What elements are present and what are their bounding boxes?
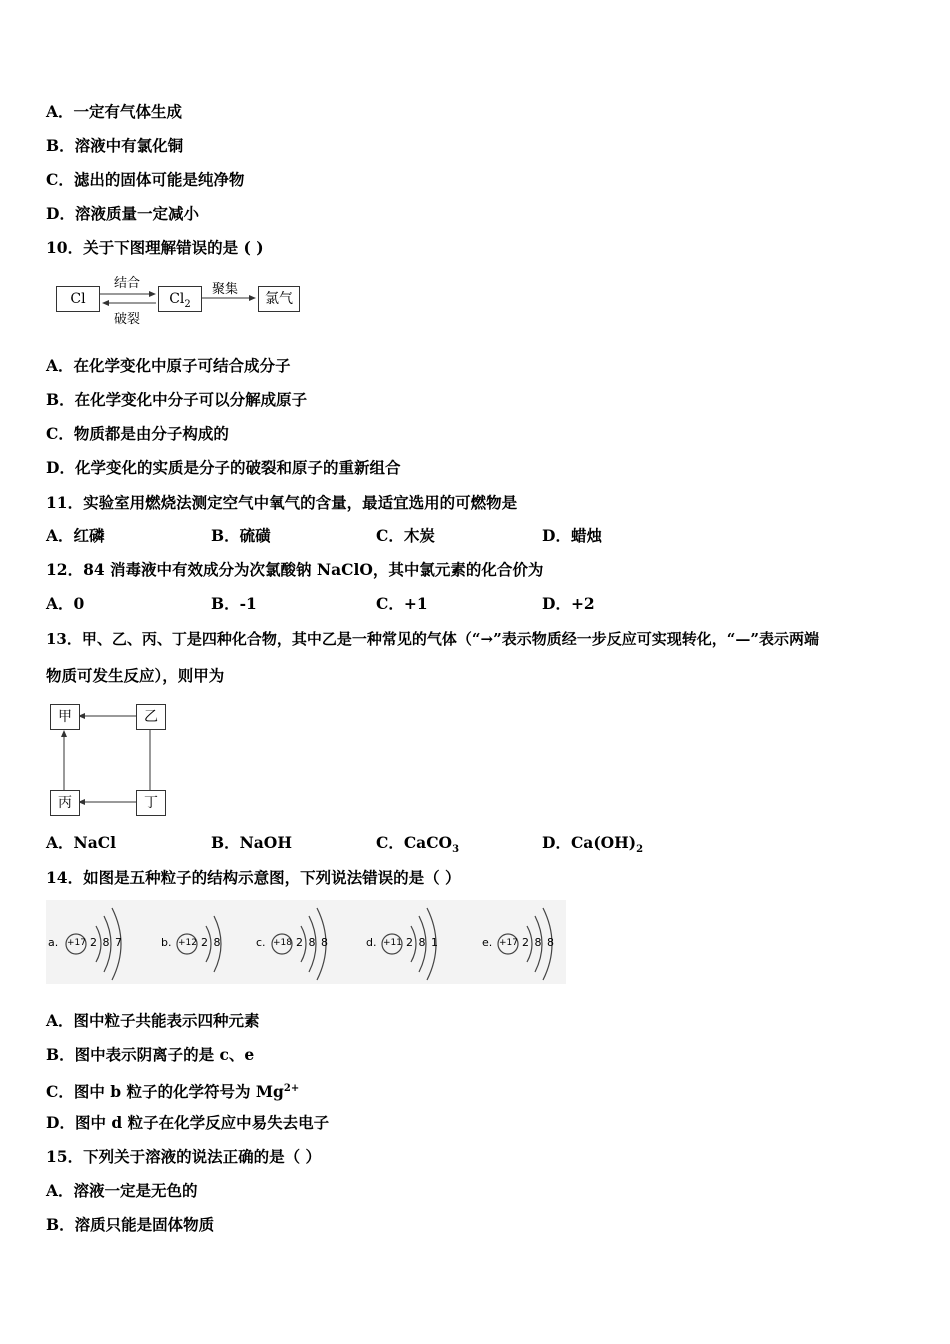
node-bing: 丙 xyxy=(50,790,80,816)
q12-option-a: A．0 xyxy=(46,594,85,613)
particle-e-label: e. xyxy=(482,936,493,949)
particle-a-nucleus: +17 xyxy=(67,938,86,948)
q13-stem-line2: 物质可发生反应），则甲为 xyxy=(46,666,225,685)
q14-stem: 14．如图是五种粒子的结构示意图，下列说法错误的是（ ） xyxy=(46,868,461,887)
q15-option-a: A．溶液一定是无色的 xyxy=(46,1181,198,1200)
q9-option-b: B．溶液中有氯化铜 xyxy=(46,136,184,155)
particle-e-shells: 2 8 8 xyxy=(522,936,555,949)
q11-option-d: D．蜡烛 xyxy=(542,526,602,545)
particle-b-nucleus: +12 xyxy=(178,938,197,948)
q15-stem: 15．下列关于溶液的说法正确的是（ ） xyxy=(46,1147,321,1166)
particle-a-label: a. xyxy=(48,936,59,949)
gather-label: 聚集 xyxy=(212,282,239,297)
q10-option-a: A．在化学变化中原子可结合成分子 xyxy=(46,356,291,375)
q10-stem: 10．关于下图理解错误的是 ( ) xyxy=(46,238,264,257)
q11-option-c: C．木炭 xyxy=(376,526,435,545)
q12-stem: 12．84 消毒液中有效成分为次氯酸钠 NaClO，其中氯元素的化合价为 xyxy=(46,560,544,579)
q9-option-d: D．溶液质量一定减小 xyxy=(46,204,199,223)
particle-c-shells: 2 8 8 xyxy=(296,936,329,949)
particle-c-label: c. xyxy=(256,936,266,949)
cl2-molecule-box: $Cl_2$ xyxy=(158,286,202,312)
q11-option-b: B．硫磺 xyxy=(211,526,271,545)
chlorine-gas-box: 氯气 xyxy=(258,286,300,312)
node-jia: 甲 xyxy=(50,704,80,730)
q9-option-a: A．一定有气体生成 xyxy=(46,102,183,121)
particle-d-shells: 2 8 1 xyxy=(406,936,439,949)
q13-option-a: A．NaCl xyxy=(46,833,116,852)
combine-label: 结合 xyxy=(114,276,141,291)
q10-arrows xyxy=(52,272,312,326)
q13-option-c: C．CaCO$_3$ xyxy=(376,833,460,856)
particle-d-label: d. xyxy=(366,936,377,949)
particle-b-label: b. xyxy=(161,936,172,949)
particle-e-nucleus: +17 xyxy=(499,938,518,948)
q12-option-b: B．-1 xyxy=(211,594,257,613)
arrow-right-icon xyxy=(249,295,256,301)
q10-option-b: B．在化学变化中分子可以分解成原子 xyxy=(46,390,308,409)
q14-option-d: D．图中 d 粒子在化学反应中易失去电子 xyxy=(46,1113,330,1132)
particle-c-nucleus: +18 xyxy=(273,938,292,948)
q11-option-a: A．红磷 xyxy=(46,526,105,545)
q13-stem-line1: 13．甲、乙、丙、丁是四种化合物，其中乙是一种常见的气体（“→”表示物质经一步反应可实现转化，“—”表示两端 xyxy=(46,630,819,648)
q13-option-d: D．$Ca(OH)_2$ xyxy=(542,833,644,856)
arrow-right-icon xyxy=(149,291,156,297)
particle-d-nucleus: +11 xyxy=(383,938,402,948)
node-yi: 乙 xyxy=(136,704,166,730)
arrow-left-icon xyxy=(102,300,109,306)
q15-option-b: B．溶质只能是固体物质 xyxy=(46,1215,215,1234)
node-ding: 丁 xyxy=(136,790,166,816)
q10-option-d: D．化学变化的实质是分子的破裂和原子的重新组合 xyxy=(46,458,401,477)
q14-particle-diagram xyxy=(46,900,566,984)
q11-stem: 11．实验室用燃烧法测定空气中氧气的含量，最适宜选用的可燃物是 xyxy=(46,493,518,512)
particle-a-shells: 2 8 7 xyxy=(90,936,123,949)
split-label: 破裂 xyxy=(114,312,141,327)
q10-option-c: C．物质都是由分子构成的 xyxy=(46,424,229,443)
q9-option-c: C．滤出的固体可能是纯净物 xyxy=(46,170,245,189)
arrow-up-icon xyxy=(61,730,67,737)
q12-option-c: C．+1 xyxy=(376,594,428,613)
q13-option-b: B．NaOH xyxy=(211,833,292,852)
q14-option-b: B．图中表示阴离子的是 c、e xyxy=(46,1045,255,1064)
q13-diagram xyxy=(48,702,170,818)
q14-option-a: A．图中粒子共能表示四种元素 xyxy=(46,1011,260,1030)
q14-option-c: C．图中 b 粒子的化学符号为 $Mg^{2+}$ xyxy=(46,1082,300,1102)
particle-b-shells: 2 8 xyxy=(201,936,222,949)
q10-diagram xyxy=(52,272,312,326)
q12-option-d: D．+2 xyxy=(542,594,595,613)
cl-atom-box: Cl xyxy=(56,286,100,312)
